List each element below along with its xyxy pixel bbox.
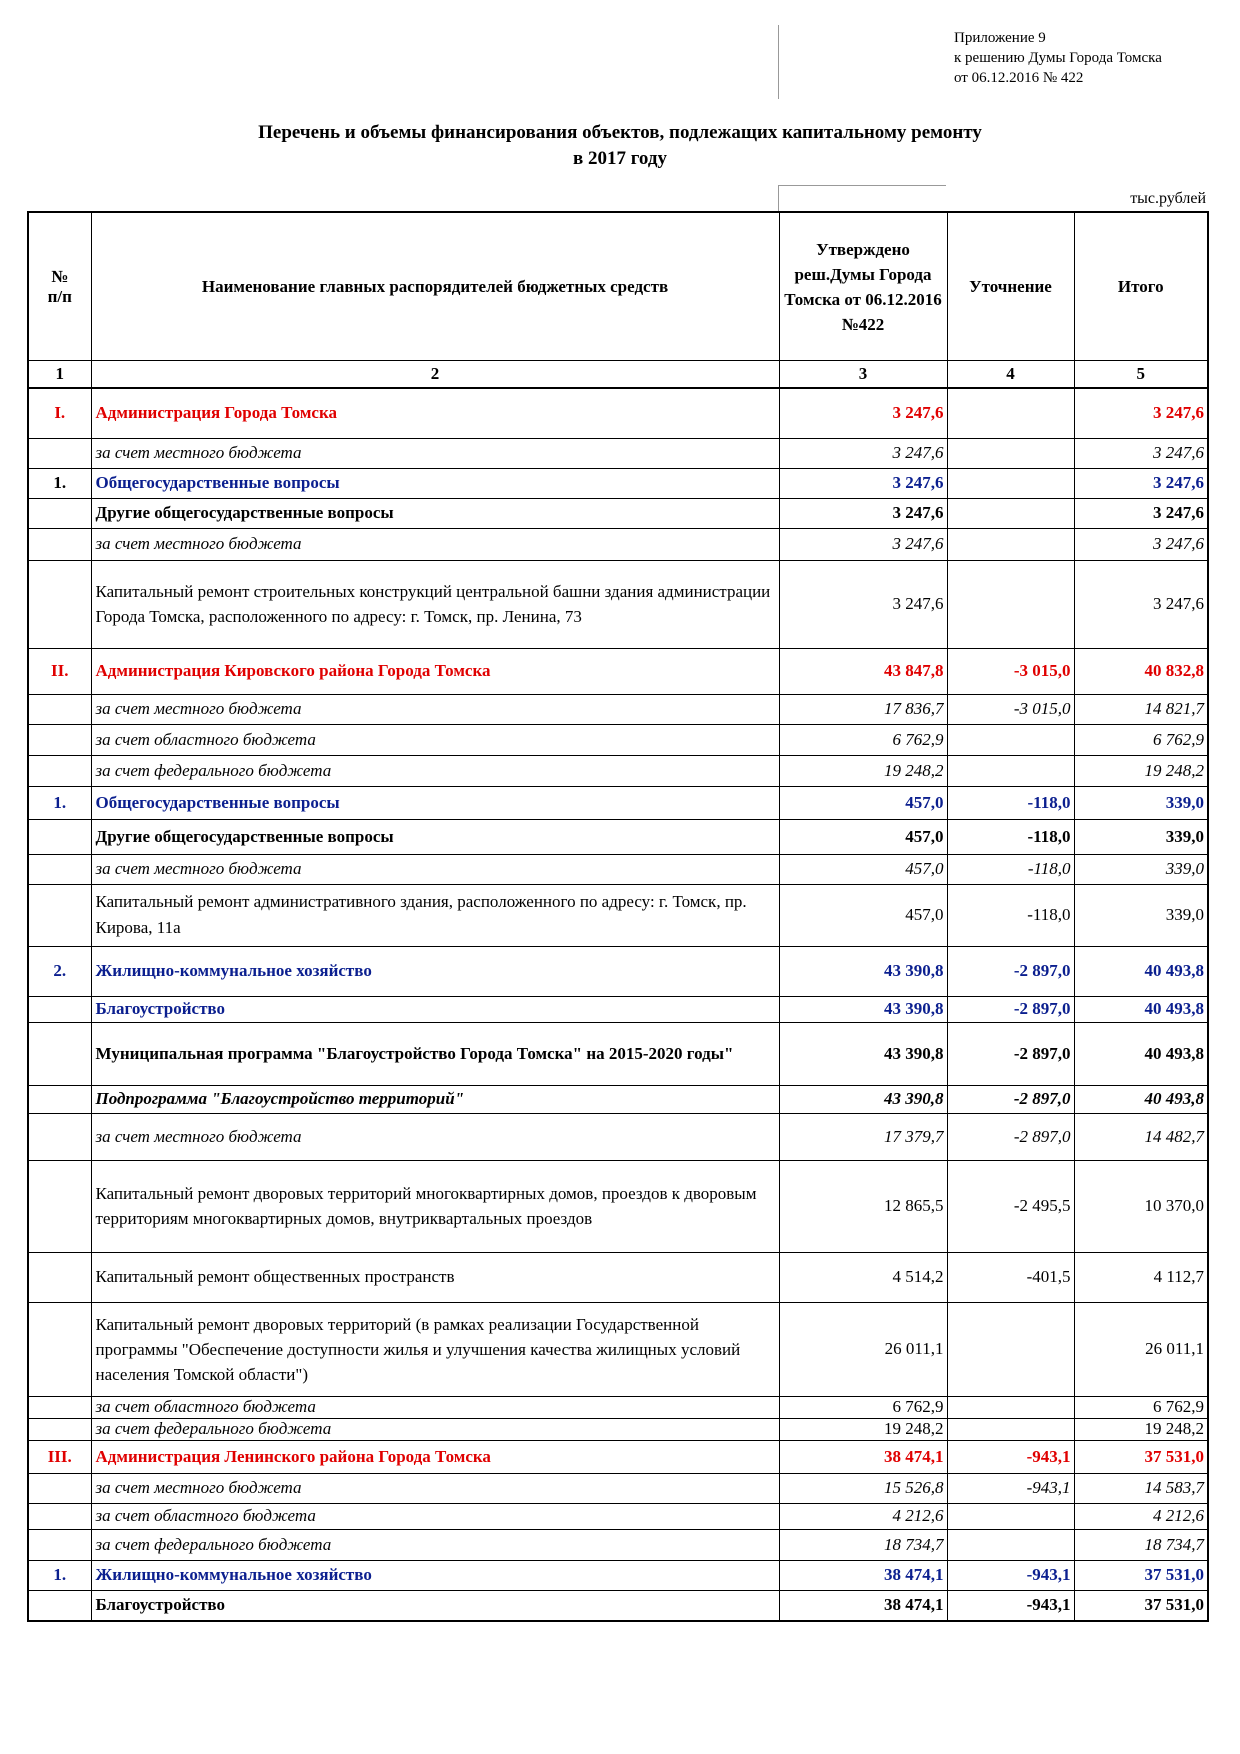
col-number: 2 xyxy=(91,361,779,389)
row-approved: 457,0 xyxy=(779,819,947,854)
row-clarification: -118,0 xyxy=(947,854,1074,884)
row-name: Капитальный ремонт дворовых территорий (в рамках реализации Государственной программы "Обеспечение доступности жилья и улучшения качества жилищных условий населения Томской области") xyxy=(91,1302,779,1396)
row-approved: 3 247,6 xyxy=(779,560,947,648)
row-approved: 4 514,2 xyxy=(779,1252,947,1302)
row-clarification: -943,1 xyxy=(947,1590,1074,1621)
row-approved: 26 011,1 xyxy=(779,1302,947,1396)
row-name: Другие общегосударственные вопросы xyxy=(91,498,779,528)
row-number: 1. xyxy=(28,1560,91,1590)
table-row xyxy=(28,468,1208,498)
row-number xyxy=(28,1503,91,1529)
row-number xyxy=(28,1252,91,1302)
row-total: 3 247,6 xyxy=(1074,438,1208,468)
row-approved: 3 247,6 xyxy=(779,468,947,498)
table-row xyxy=(28,528,1208,560)
col-number: 5 xyxy=(1074,361,1208,389)
col-number: 1 xyxy=(28,361,91,389)
row-approved: 457,0 xyxy=(779,854,947,884)
row-approved: 15 526,8 xyxy=(779,1473,947,1503)
row-total: 40 832,8 xyxy=(1074,648,1208,694)
row-total: 18 734,7 xyxy=(1074,1529,1208,1560)
row-total: 6 762,9 xyxy=(1074,724,1208,755)
row-total: 339,0 xyxy=(1074,819,1208,854)
row-clarification: -3 015,0 xyxy=(947,694,1074,724)
row-approved: 38 474,1 xyxy=(779,1560,947,1590)
row-approved: 38 474,1 xyxy=(779,1590,947,1621)
row-total: 3 247,6 xyxy=(1074,498,1208,528)
table-row xyxy=(28,1590,1208,1621)
appendix-note xyxy=(954,28,1162,88)
row-name: за счет федерального бюджета xyxy=(91,1529,779,1560)
row-clarification: -118,0 xyxy=(947,884,1074,946)
title-line: в 2017 году xyxy=(573,148,667,169)
table-row xyxy=(28,724,1208,755)
row-number xyxy=(28,1085,91,1113)
row-approved: 43 847,8 xyxy=(779,648,947,694)
divider xyxy=(778,186,779,212)
table-row xyxy=(28,438,1208,468)
row-number xyxy=(28,819,91,854)
row-number: III. xyxy=(28,1440,91,1473)
table-row xyxy=(28,1252,1208,1302)
row-total: 4 212,6 xyxy=(1074,1503,1208,1529)
row-approved: 43 390,8 xyxy=(779,996,947,1022)
row-total: 4 112,7 xyxy=(1074,1252,1208,1302)
table-row xyxy=(28,884,1208,946)
col-number: 3 xyxy=(779,361,947,389)
table-row xyxy=(28,1022,1208,1085)
row-approved: 457,0 xyxy=(779,786,947,819)
row-name: Благоустройство xyxy=(91,1590,779,1621)
col-header-num: № п/п xyxy=(28,212,91,361)
row-name: Капитальный ремонт дворовых территорий многоквартирных домов, проездов к дворовым территориям многоквартирных домов, внутриквартальных проездов xyxy=(91,1160,779,1252)
row-clarification xyxy=(947,1503,1074,1529)
row-clarification xyxy=(947,438,1074,468)
row-name: за счет областного бюджета xyxy=(91,1396,779,1418)
header-row xyxy=(28,212,1208,361)
row-total: 37 531,0 xyxy=(1074,1440,1208,1473)
col-header-name: Наименование главных распорядителей бюджетных средств xyxy=(91,212,779,361)
row-approved: 19 248,2 xyxy=(779,1418,947,1440)
table-row xyxy=(28,498,1208,528)
table-row xyxy=(28,560,1208,648)
row-total: 3 247,6 xyxy=(1074,528,1208,560)
table-row xyxy=(28,786,1208,819)
page-title xyxy=(130,120,1110,172)
row-name: за счет местного бюджета xyxy=(91,528,779,560)
row-number: I. xyxy=(28,388,91,438)
row-approved: 6 762,9 xyxy=(779,1396,947,1418)
row-number xyxy=(28,1302,91,1396)
row-name: за счет местного бюджета xyxy=(91,1473,779,1503)
row-approved: 6 762,9 xyxy=(779,724,947,755)
table-row xyxy=(28,694,1208,724)
row-clarification: -118,0 xyxy=(947,819,1074,854)
row-name: Жилищно-коммунальное хозяйство xyxy=(91,946,779,996)
row-name: Администрация Ленинского района Города Томска xyxy=(91,1440,779,1473)
row-clarification: -943,1 xyxy=(947,1440,1074,1473)
row-number xyxy=(28,438,91,468)
row-clarification: -2 897,0 xyxy=(947,1085,1074,1113)
row-number xyxy=(28,528,91,560)
row-name: за счет местного бюджета xyxy=(91,1113,779,1160)
row-name: Благоустройство xyxy=(91,996,779,1022)
row-number xyxy=(28,498,91,528)
row-number: II. xyxy=(28,648,91,694)
row-number xyxy=(28,694,91,724)
row-number: 2. xyxy=(28,946,91,996)
row-clarification: -2 897,0 xyxy=(947,946,1074,996)
row-approved: 3 247,6 xyxy=(779,388,947,438)
row-total: 40 493,8 xyxy=(1074,996,1208,1022)
row-clarification: -943,1 xyxy=(947,1473,1074,1503)
row-number xyxy=(28,724,91,755)
table-row xyxy=(28,1396,1208,1418)
row-number xyxy=(28,1160,91,1252)
table-row xyxy=(28,1302,1208,1396)
table-row xyxy=(28,1160,1208,1252)
row-number xyxy=(28,1590,91,1621)
row-number xyxy=(28,1022,91,1085)
column-number-row xyxy=(28,361,1208,389)
row-name: за счет федерального бюджета xyxy=(91,755,779,786)
row-name: за счет местного бюджета xyxy=(91,438,779,468)
table-row xyxy=(28,1440,1208,1473)
row-clarification xyxy=(947,528,1074,560)
row-name: Общегосударственные вопросы xyxy=(91,786,779,819)
table-row xyxy=(28,996,1208,1022)
row-total: 37 531,0 xyxy=(1074,1560,1208,1590)
row-approved: 3 247,6 xyxy=(779,438,947,468)
row-total: 14 482,7 xyxy=(1074,1113,1208,1160)
row-name: за счет областного бюджета xyxy=(91,724,779,755)
row-name: Другие общегосударственные вопросы xyxy=(91,819,779,854)
row-name: Капитальный ремонт строительных конструкций центральной башни здания администрации Города Томска, расположенного по адресу: г. Томск, пр. Ленина, 73 xyxy=(91,560,779,648)
row-approved: 43 390,8 xyxy=(779,1085,947,1113)
table-row xyxy=(28,1085,1208,1113)
table-row xyxy=(28,755,1208,786)
row-clarification: -943,1 xyxy=(947,1560,1074,1590)
row-total: 339,0 xyxy=(1074,884,1208,946)
row-approved: 17 379,7 xyxy=(779,1113,947,1160)
row-number: 1. xyxy=(28,786,91,819)
row-name: Капитальный ремонт административного здания, расположенного по адресу: г. Томск, пр. Кирова, 11а xyxy=(91,884,779,946)
row-total: 40 493,8 xyxy=(1074,1085,1208,1113)
row-clarification xyxy=(947,1529,1074,1560)
divider xyxy=(778,185,946,186)
row-number xyxy=(28,755,91,786)
row-name: за счет областного бюджета xyxy=(91,1503,779,1529)
row-total: 14 821,7 xyxy=(1074,694,1208,724)
row-clarification xyxy=(947,1396,1074,1418)
row-approved: 12 865,5 xyxy=(779,1160,947,1252)
col-number: 4 xyxy=(947,361,1074,389)
row-name: за счет федерального бюджета xyxy=(91,1418,779,1440)
title-line: Перечень и объемы финансирования объектов, подлежащих капитальному ремонту xyxy=(258,122,982,143)
row-total: 26 011,1 xyxy=(1074,1302,1208,1396)
appendix-line: от 06.12.2016 № 422 xyxy=(954,70,1084,86)
col-header-approved: Утверждено реш.Думы Города Томска от 06.12.2016 №422 xyxy=(779,212,947,361)
row-number xyxy=(28,996,91,1022)
table-row xyxy=(28,854,1208,884)
row-clarification xyxy=(947,755,1074,786)
row-clarification xyxy=(947,388,1074,438)
row-clarification: -401,5 xyxy=(947,1252,1074,1302)
row-number xyxy=(28,1473,91,1503)
row-name: Администрация Кировского района Города Томска xyxy=(91,648,779,694)
row-total: 339,0 xyxy=(1074,786,1208,819)
row-name: за счет местного бюджета xyxy=(91,854,779,884)
row-total: 6 762,9 xyxy=(1074,1396,1208,1418)
row-clarification: -2 897,0 xyxy=(947,996,1074,1022)
row-name: Администрация Города Томска xyxy=(91,388,779,438)
row-clarification: -2 897,0 xyxy=(947,1022,1074,1085)
row-name: Подпрограмма "Благоустройство территорий" xyxy=(91,1085,779,1113)
appendix-line: Приложение 9 xyxy=(954,30,1046,46)
table-row xyxy=(28,1560,1208,1590)
row-name: Муниципальная программа "Благоустройство Города Томска" на 2015-2020 годы" xyxy=(91,1022,779,1085)
row-total: 14 583,7 xyxy=(1074,1473,1208,1503)
row-clarification xyxy=(947,560,1074,648)
table-row xyxy=(28,648,1208,694)
row-clarification xyxy=(947,468,1074,498)
row-name: Общегосударственные вопросы xyxy=(91,468,779,498)
row-total: 3 247,6 xyxy=(1074,388,1208,438)
appendix-line: к решению Думы Города Томска xyxy=(954,50,1162,66)
row-clarification xyxy=(947,498,1074,528)
row-total: 37 531,0 xyxy=(1074,1590,1208,1621)
col-header-total: Итого xyxy=(1074,212,1208,361)
col-header-clarification: Уточнение xyxy=(947,212,1074,361)
row-number xyxy=(28,1529,91,1560)
row-total: 339,0 xyxy=(1074,854,1208,884)
table-row xyxy=(28,1503,1208,1529)
row-approved: 457,0 xyxy=(779,884,947,946)
table-row xyxy=(28,946,1208,996)
divider xyxy=(778,25,779,99)
row-total: 3 247,6 xyxy=(1074,560,1208,648)
row-name: Жилищно-коммунальное хозяйство xyxy=(91,1560,779,1590)
row-approved: 17 836,7 xyxy=(779,694,947,724)
row-number xyxy=(28,1418,91,1440)
row-number: 1. xyxy=(28,468,91,498)
row-approved: 18 734,7 xyxy=(779,1529,947,1560)
row-clarification xyxy=(947,724,1074,755)
table-row xyxy=(28,819,1208,854)
row-clarification: -2 897,0 xyxy=(947,1113,1074,1160)
row-approved: 43 390,8 xyxy=(779,946,947,996)
row-clarification: -118,0 xyxy=(947,786,1074,819)
row-number xyxy=(28,884,91,946)
row-clarification xyxy=(947,1418,1074,1440)
table-row xyxy=(28,1418,1208,1440)
row-approved: 4 212,6 xyxy=(779,1503,947,1529)
table-row xyxy=(28,388,1208,438)
table-row xyxy=(28,1473,1208,1503)
row-approved: 3 247,6 xyxy=(779,498,947,528)
row-total: 40 493,8 xyxy=(1074,946,1208,996)
row-clarification xyxy=(947,1302,1074,1396)
row-approved: 3 247,6 xyxy=(779,528,947,560)
row-total: 3 247,6 xyxy=(1074,468,1208,498)
row-name: за счет местного бюджета xyxy=(91,694,779,724)
row-total: 10 370,0 xyxy=(1074,1160,1208,1252)
row-total: 19 248,2 xyxy=(1074,755,1208,786)
table-row xyxy=(28,1113,1208,1160)
row-approved: 38 474,1 xyxy=(779,1440,947,1473)
row-clarification: -2 495,5 xyxy=(947,1160,1074,1252)
row-approved: 43 390,8 xyxy=(779,1022,947,1085)
row-number xyxy=(28,560,91,648)
row-total: 40 493,8 xyxy=(1074,1022,1208,1085)
units-label: тыс.рублей xyxy=(1130,190,1206,207)
row-number xyxy=(28,854,91,884)
row-name: Капитальный ремонт общественных пространств xyxy=(91,1252,779,1302)
financing-table xyxy=(27,211,1209,1622)
table-row xyxy=(28,1529,1208,1560)
row-approved: 19 248,2 xyxy=(779,755,947,786)
row-total: 19 248,2 xyxy=(1074,1418,1208,1440)
row-number xyxy=(28,1113,91,1160)
row-number xyxy=(28,1396,91,1418)
row-clarification: -3 015,0 xyxy=(947,648,1074,694)
